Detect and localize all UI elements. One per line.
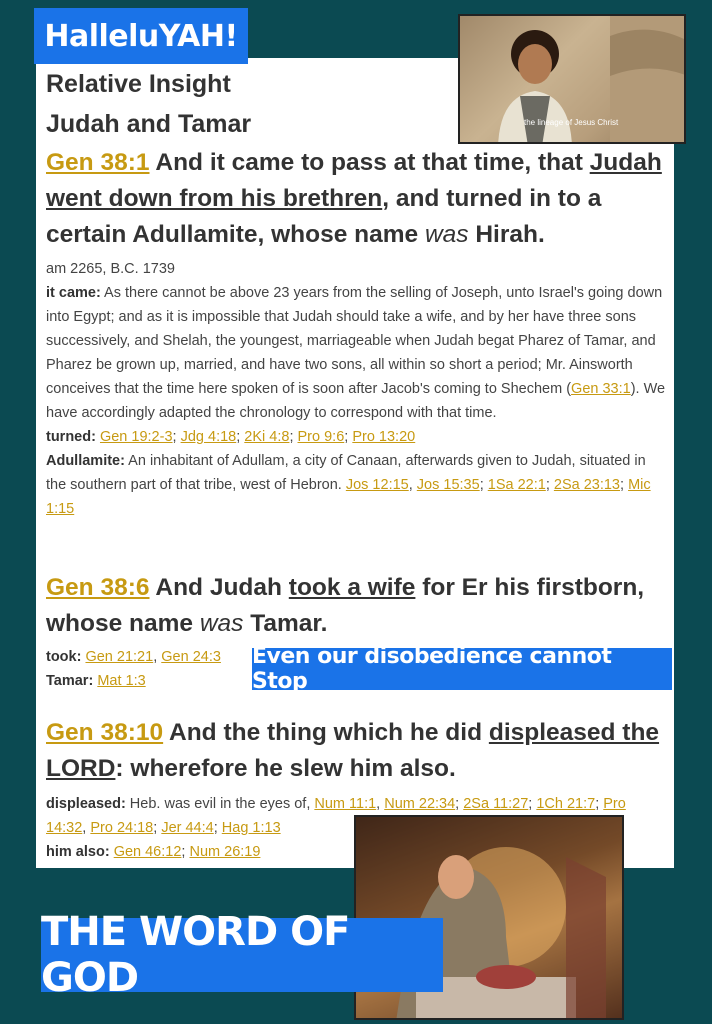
ref-link[interactable]: Jos 12:15: [345, 477, 409, 493]
verse-text: Tamar.: [243, 610, 328, 637]
ref-link[interactable]: Gen 21:21: [85, 649, 154, 665]
note-label: took:: [46, 649, 82, 665]
ref-link[interactable]: Num 26:19: [189, 844, 261, 860]
ref-link[interactable]: Jos 15:35: [416, 477, 480, 493]
verse-text: And it came to pass at that time, that: [149, 149, 590, 176]
date-line: am 2265, B.C. 1739: [46, 261, 175, 277]
verse-text: , and turned in to a certain Adullamite, whose name: [46, 185, 602, 248]
verse-ref-link[interactable]: Gen 38:1: [46, 149, 150, 176]
ref-link[interactable]: Mic 1:15: [46, 477, 651, 517]
ref-link[interactable]: Pro 13:20: [352, 429, 416, 445]
ref-link[interactable]: Num 11:1: [314, 796, 377, 812]
verse-text: for Er his firstborn, whose name: [46, 574, 645, 637]
ref-link[interactable]: Num 22:34: [384, 796, 456, 812]
verse-italic: was: [199, 610, 244, 637]
verse-gen-38-1: [46, 145, 666, 253]
note-label: Adullamite:: [46, 453, 125, 469]
verse-text: : wherefore he slew him also.: [115, 755, 456, 782]
note-label: him also:: [46, 844, 110, 860]
word-of-god-banner: THE WORD OF GOD: [41, 918, 443, 992]
ref-link[interactable]: Pro 24:18: [90, 820, 154, 836]
verse-text: And Judah: [149, 574, 289, 601]
note-label: turned:: [46, 429, 96, 445]
verse-italic: was: [424, 221, 469, 248]
note-took: took: Gen 21:21, Gen 24:3: [46, 649, 221, 665]
verse-gen-38-10: [46, 715, 666, 787]
note-text: An inhabitant of Adullam, a city of Canaan, afterwards given to Judah, situated in the southern part of that tribe, west of Hebron.: [46, 453, 646, 493]
ref-link[interactable]: Gen 24:3: [161, 649, 221, 665]
ref-link[interactable]: 2Sa 11:27: [463, 796, 529, 812]
verse-underlined: displeased the LORD: [46, 719, 660, 782]
disobedience-callout: Even our disobedience cannot Stop: [252, 648, 672, 690]
ref-link[interactable]: Gen 46:12: [113, 844, 182, 860]
heading-relative-insight: Relative Insight: [46, 70, 231, 98]
note-label: displeased:: [46, 796, 126, 812]
verse-underlined: Judah went down from his brethren: [46, 149, 662, 212]
ref-link[interactable]: 1Sa 22:1: [487, 477, 546, 493]
note-label: it came:: [46, 285, 101, 301]
ref-link[interactable]: 1Ch 21:7: [536, 796, 596, 812]
note-adullamite: Adullamite: An inhabitant of Adullam, a city of Canaan, afterwards given to Judah, situated in the southern part of that tribe, west of Hebron. Jos 12:15, Jos 15:35; 1Sa 22:1; 2Sa 23:13; Mic 1:15: [46, 453, 651, 517]
ref-link[interactable]: Gen 33:1: [571, 381, 631, 397]
ref-link[interactable]: Pro 14:32: [46, 796, 626, 836]
note-text: Heb. was evil in the eyes of,: [125, 796, 315, 812]
verse-ref-link[interactable]: Gen 38:10: [46, 719, 164, 746]
note-him-also: him also: Gen 46:12; Num 26:19: [46, 844, 261, 860]
ref-link[interactable]: Jdg 4:18: [180, 429, 237, 445]
note-it-came: [46, 281, 666, 425]
note-label: Tamar:: [46, 673, 94, 689]
note-text: As there cannot be above 23 years from the selling of Joseph, unto Israel's going down into Egypt; and as it is impossible that Judah should take a wife, and by her have three sons successively, and Shelah, the youngest, marriageable when Judah begat Pharez of Tamar, and Pharez be grown up, married, and have two sons, all within so short a period; Mr. Ainsworth conceives that the time here spoken of is soon after Jacob's coming to Shechem (: [46, 285, 663, 397]
verse-text: And the thing which he did: [163, 719, 489, 746]
ref-link[interactable]: Pro 9:6: [297, 429, 345, 445]
verse-underlined: took a wife: [288, 574, 416, 601]
ref-link[interactable]: Jer 44:4: [161, 820, 214, 836]
ref-link[interactable]: Gen 19:2-3: [99, 429, 173, 445]
notes-gen-38-6: [46, 645, 246, 693]
notes-gen-38-1: [46, 257, 666, 521]
photo-caption: the lineage of Jesus Christ: [524, 118, 619, 127]
halleluyah-banner: HalleluYAH!: [34, 8, 248, 64]
ref-link[interactable]: Mat 1:3: [97, 673, 146, 689]
heading-judah-tamar: Judah and Tamar: [46, 110, 252, 138]
boy-photo: [458, 14, 686, 144]
note-tamar: [46, 669, 246, 693]
note-displeased: displeased: Heb. was evil in the eyes of, Num 11:1, Num 22:34; 2Sa 11:27; 1Ch 21:7; Pro 14:32, Pro 24:18; Jer 44:4; Hag 1:13: [46, 796, 626, 836]
ref-link[interactable]: 2Sa 23:13: [553, 477, 620, 493]
ref-link[interactable]: 2Ki 4:8: [244, 429, 290, 445]
verse-text: Hirah.: [468, 221, 545, 248]
verse-gen-38-6: [46, 570, 666, 642]
ref-link[interactable]: Hag 1:13: [221, 820, 281, 836]
note-text: ). We have accordingly adapted the chronology to correspond with that time.: [46, 381, 666, 421]
verse-ref-link[interactable]: Gen 38:6: [46, 574, 150, 601]
note-turned: turned: Gen 19:2-3; Jdg 4:18; 2Ki 4:8; Pro 9:6; Pro 13:20: [46, 429, 416, 445]
